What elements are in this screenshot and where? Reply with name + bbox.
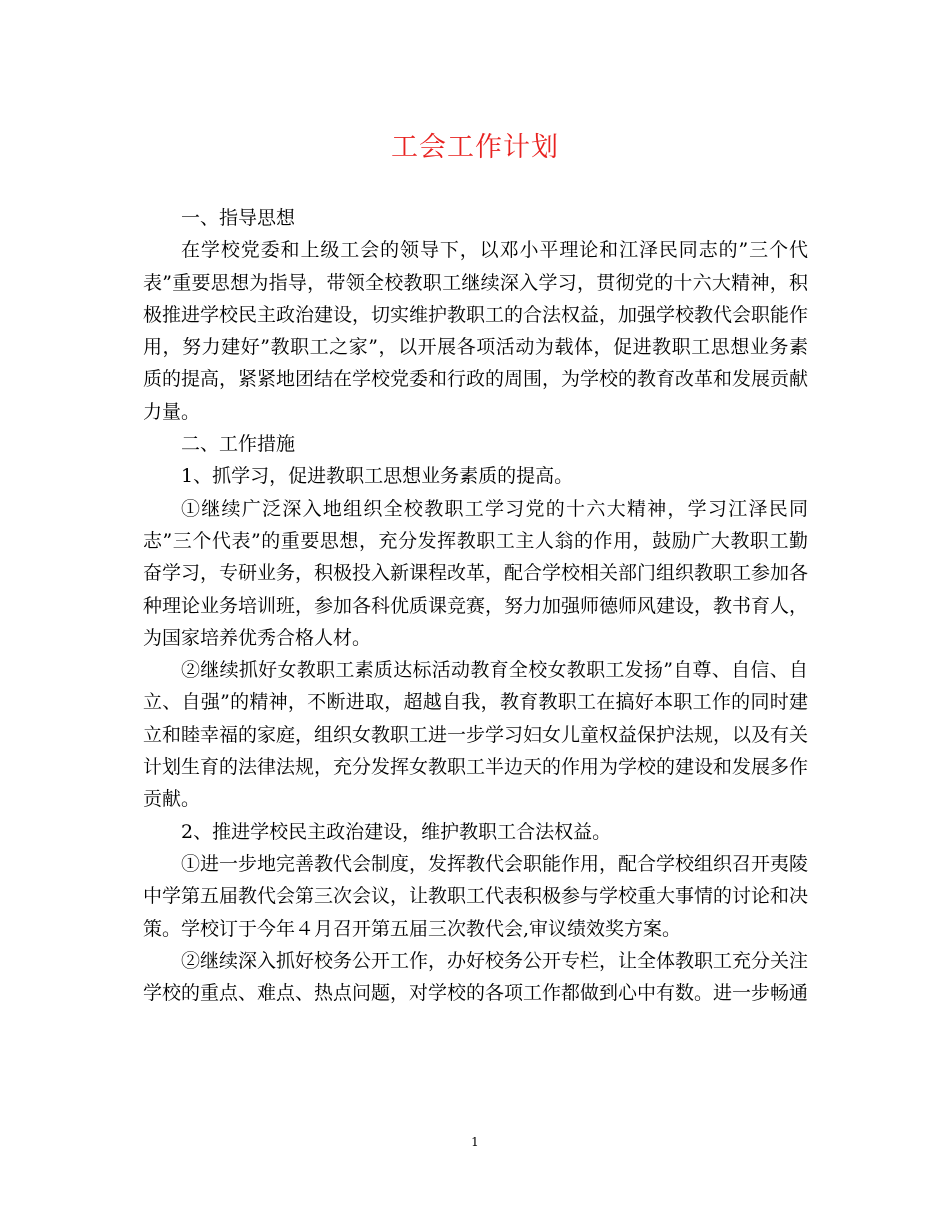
paragraph-democracy-2: ②继续深入抓好校务公开工作，办好校务公开专栏，让全体教职工充分关注学校的重点、难点、热点问题，对学校的各项工作都做到心中有数。进一步畅通 — [143, 949, 809, 1005]
item-heading-study: 1、抓学习，促进教职工思想业务素质的提高。 — [181, 465, 574, 488]
paragraph-guiding-ideology: 在学校党委和上级工会的领导下，以邓小平理论和江泽民同志的”三个代表”重要思想为指导，带领全校教职工继续深入学习，贯彻党的十六大精神，积极推进学校民主政治建设，切实维护教职工的合法权益，加强学校教代会职能作用，努力建好”教职工之家”，以开展各项活动为载体，促进教职工思想业务素质的提高，紧紧地团结在学校党委和行政的周围，为学校的教育改革和发展贡献力量。 — [143, 239, 809, 423]
document-body — [143, 202, 808, 1009]
paragraph-study-1: ①继续广泛深入地组织全校教职工学习党的十六大精神，学习江泽民同志”三个代表”的重要思想，充分发挥教职工主人翁的作用，鼓励广大教职工勤奋学习，专研业务，积极投入新课程改革，配合学校相关部门组织教职工参加各种理论业务培训班，参加各科优质课竞赛，努力加强师德师风建设，教书育人，为国家培养优秀合格人材。 — [143, 497, 809, 649]
item-heading-democracy: 2、推进学校民主政治建设，维护教职工合法权益。 — [181, 820, 612, 843]
page-number: 1 — [471, 1135, 479, 1149]
document-title: 工会工作计划 — [391, 132, 559, 163]
paragraph-democracy-1: ①进一步地完善教代会制度，发挥教代会职能作用，配合学校组织召开夷陵中学第五届教代会第三次会议，让教职工代表积极参与学校重大事情的讨论和决策。学校订于今年４月召开第五届三次教代会,审议绩效奖方案。 — [143, 852, 809, 940]
section-heading-guiding-ideology: 一、指导思想 — [181, 207, 296, 229]
section-heading-work-measures: 二、工作措施 — [181, 433, 296, 456]
paragraph-study-2: ②继续抓好女教职工素质达标活动教育全校女教职工发扬”自尊、自信、自立、自强”的精神，不断进取，超越自我，教育教职工在搞好本职工作的同时建立和睦幸福的家庭，组织女教职工进一步学习妇女儿童权益保护法规，以及有关计划生育的法律法规，充分发挥女教职工半边天的作用为学校的建设和发展多作贡献。 — [143, 659, 809, 811]
